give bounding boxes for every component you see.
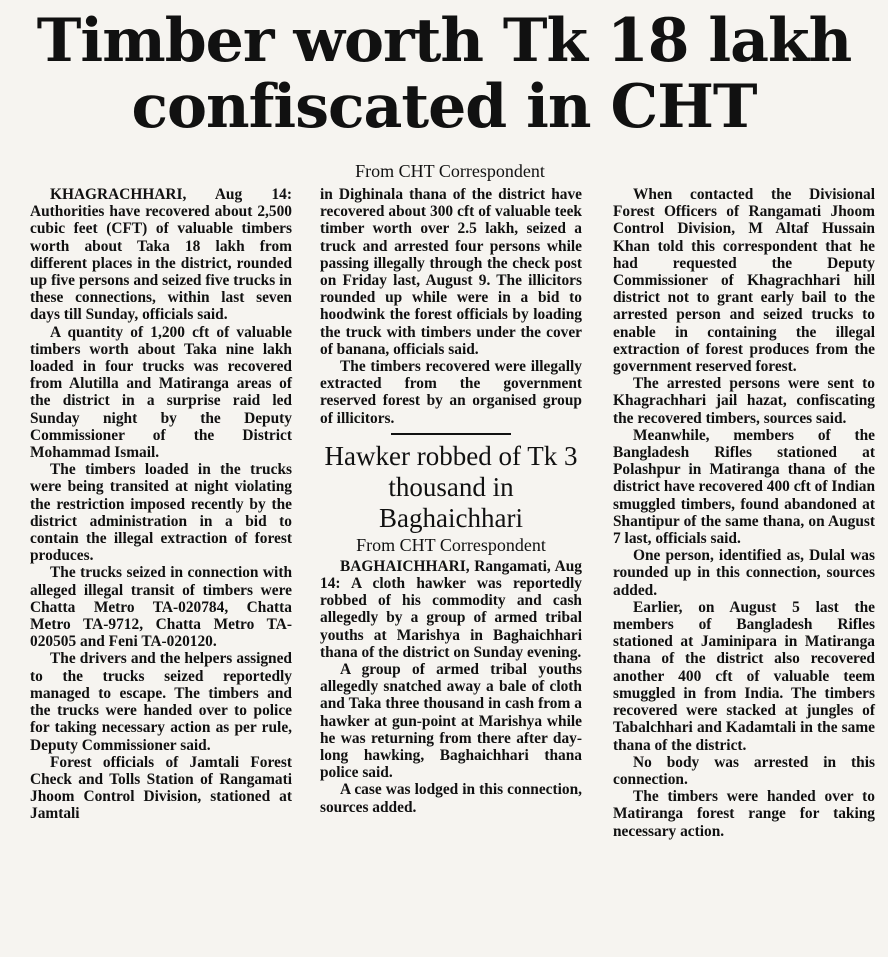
article-column-3 [613, 186, 875, 840]
second-article-paragraph: A case was lodged in this connection, sources added. [320, 781, 582, 816]
article-paragraph: Earlier, on August 5 last the members of Bangladesh Rifles stationed at Jaminipara in Matiranga thana of the district also recovered another 400 cft of valuable teem smuggled in from India. The timbers recovered were stacked at jungles of Tabalchhari and Kadamtali in the same thana of the district. [613, 598, 875, 754]
second-article-paragraph: A group of armed tribal youths allegedly snatched away a bale of cloth and Taka three thousand in cash from a hawker at gun-point at Marishya while he was returning from there after day-long hawking, Baghaichhari thana police said. [320, 661, 582, 782]
article-paragraph: A quantity of 1,200 cft of valuable timbers worth about Taka nine lakh loaded in four trucks was recovered from Alutilla and Matiranga areas of the district in a surprise raid led Sunday night by the Deputy Commissioner of the District Mohammad Ismail. [30, 323, 292, 462]
article-paragraph: The arrested persons were sent to Khagrachhari jail hazat, confiscating the recovered timbers, sources said. [613, 375, 875, 427]
article-column-2 [320, 186, 582, 816]
article-paragraph: Meanwhile, members of the Bangladesh Rifles stationed at Polashpur in Matiranga thana of the district have recovered 400 cft of Indian smuggled timbers, found abandoned at Shantipur of the same thana, on August 7 last, officials said. [613, 426, 875, 548]
article-paragraph: The timbers loaded in the trucks were being transited at night violating the restriction imposed recently by the district administration in a bid to contain the illegal extraction of forest produces. [30, 461, 292, 565]
second-article-byline: From CHT Correspondent [356, 534, 546, 555]
article-headline: Timber worth Tk 18 lakh confiscated in CHT [36, 6, 852, 142]
article-paragraph: The timbers recovered were illegally extracted from the government reserved forest by an organised group of illicitors. [320, 358, 582, 427]
article-paragraph: KHAGRACHHARI, Aug 14: Authorities have recovered about 2,500 cubic feet (CFT) of valuable timbers worth about Taka 18 lakh from different places in the district, rounded up five persons and seized five trucks in these connections, within last seven days till Sunday, officials said. [30, 186, 292, 324]
article-paragraph: Forest officials of Jamtali Forest Check and Tolls Station of Rangamati Jhoom Control Division, stationed at Jamtali [30, 753, 292, 823]
article-paragraph: in Dighinala thana of the district have recovered about 300 cft of valuable teek timber worth over 2.5 lakh, seized a truck and arrested four persons while passing illegally through the check post on Friday last, August 9. The illicitors rounded up while were in a bid to hoodwink the forest officials by loading the truck with timbers under the cover of banana, officials said. [320, 186, 582, 358]
article-paragraph: No body was arrested in this connection. [613, 753, 875, 788]
article-paragraph: The timbers were handed over to Matiranga forest range for taking necessary action. [613, 788, 875, 840]
article-paragraph: The trucks seized in connection with alleged illegal transit of timbers were Chatta Metro TA-020784, Chatta Metro TA-9712, Chatta Metro TA-020505 and Feni TA-020120. [30, 564, 292, 651]
article-paragraph: The drivers and the helpers assigned to the trucks seized reportedly managed to escape. The timbers and the trucks were handed over to police for taking necessary action as per rule, Deputy Commissioner said. [30, 650, 292, 754]
article-paragraph: One person, identified as, Dulal was rounded up in this connection, sources added. [613, 547, 875, 599]
article-byline: From CHT Correspondent [355, 161, 545, 181]
second-article-paragraph: BAGHAICHHARI, Rangamati, Aug 14: A cloth hawker was reportedly robbed of his commodity and cash allegedly by a group of armed tribal youths at Marishya in Baghaichhari thana of the district on Sunday evening. [320, 557, 582, 661]
article-paragraph: When contacted the Divisional Forest Officers of Rangamati Jhoom Control Division, M Altaf Hussain Khan told this correspondent that he had requested the Deputy Commissioner of Khagrachhari hill district not to grant early bail to the arrested person and seized trucks to enable in containing the illegal extraction of forest produces from the government reserved forest. [613, 186, 875, 376]
article-divider [391, 433, 511, 435]
article-column-1 [30, 186, 292, 823]
second-article-headline: Hawker robbed of Tk 3 thousand in Baghaichhari [324, 440, 578, 533]
